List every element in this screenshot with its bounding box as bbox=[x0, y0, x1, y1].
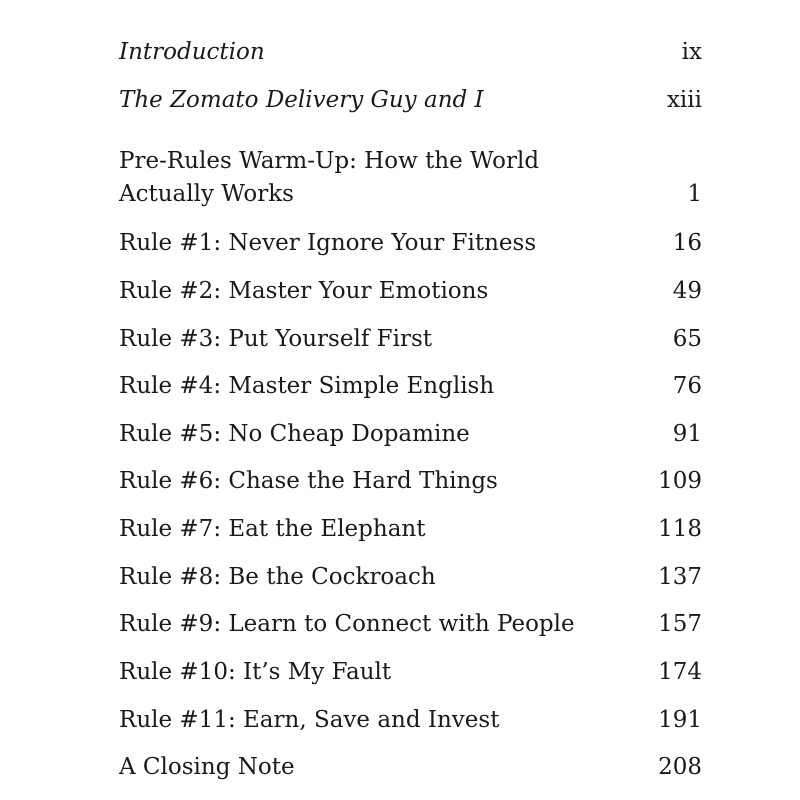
toc-entry-page: 109 bbox=[658, 468, 702, 494]
toc-entry-page: 49 bbox=[672, 278, 702, 304]
toc-entry-closing-note bbox=[119, 751, 702, 784]
toc-entry-title: Rule #9: Learn to Connect with People bbox=[119, 611, 575, 637]
toc-entry-title: Rule #8: Be the Cockroach bbox=[119, 564, 436, 590]
toc-entry-title: The Zomato Delivery Guy and I bbox=[119, 87, 484, 113]
toc-entry-rule-1 bbox=[119, 227, 702, 260]
toc-entry-introduction bbox=[119, 36, 702, 69]
toc-entry-rule-4 bbox=[119, 370, 702, 403]
toc-entry-page: 16 bbox=[672, 230, 702, 256]
toc-entry-rule-11 bbox=[119, 704, 702, 737]
toc-entry-page: 157 bbox=[658, 611, 702, 637]
toc-entry-page: ix bbox=[681, 39, 702, 65]
toc-entry-title: Rule #6: Chase the Hard Things bbox=[119, 468, 498, 494]
toc-entry-title: Rule #7: Eat the Elephant bbox=[119, 516, 426, 542]
toc-entry-page: 191 bbox=[658, 707, 702, 733]
toc-entry-page: 208 bbox=[658, 754, 702, 780]
toc-entry-title: Pre-Rules Warm-Up: How the World Actually Works bbox=[119, 148, 540, 207]
toc-entry-page: 137 bbox=[658, 564, 702, 590]
toc-entry-page: 1 bbox=[687, 181, 702, 207]
toc-entry-title: Rule #10: It’s My Fault bbox=[119, 659, 392, 685]
toc-entry-rule-9 bbox=[119, 608, 702, 641]
toc-entry-rule-7 bbox=[119, 513, 702, 546]
toc-entry-zomato-delivery-guy bbox=[119, 84, 702, 117]
toc-entry-title: Rule #11: Earn, Save and Invest bbox=[119, 707, 500, 733]
toc-entry-title: Introduction bbox=[119, 39, 265, 65]
toc-entry-page: 65 bbox=[672, 326, 702, 352]
toc-entry-rule-8 bbox=[119, 561, 702, 594]
toc-entry-rule-10 bbox=[119, 656, 702, 689]
toc-entry-title: Rule #4: Master Simple English bbox=[119, 373, 495, 399]
toc-entry-title: Rule #1: Never Ignore Your Fitness bbox=[119, 230, 537, 256]
toc-entry-title: A Closing Note bbox=[119, 754, 295, 780]
toc-entry-page: 76 bbox=[672, 373, 702, 399]
toc-entry-title: Rule #5: No Cheap Dopamine bbox=[119, 421, 470, 447]
toc-entry-title: Rule #2: Master Your Emotions bbox=[119, 278, 489, 304]
toc-entry-page: 174 bbox=[658, 659, 702, 685]
toc-entry-rule-2 bbox=[119, 275, 702, 308]
toc-entry-page: 118 bbox=[658, 516, 702, 542]
toc-entry-rule-3 bbox=[119, 323, 702, 356]
toc-entry-page: xiii bbox=[666, 87, 702, 113]
toc-entry-pre-rules-warm-up bbox=[119, 145, 702, 211]
toc-entry-rule-5 bbox=[119, 418, 702, 451]
toc-entry-rule-6 bbox=[119, 465, 702, 498]
toc-entry-title: Rule #3: Put Yourself First bbox=[119, 326, 433, 352]
toc-entry-page: 91 bbox=[672, 421, 702, 447]
